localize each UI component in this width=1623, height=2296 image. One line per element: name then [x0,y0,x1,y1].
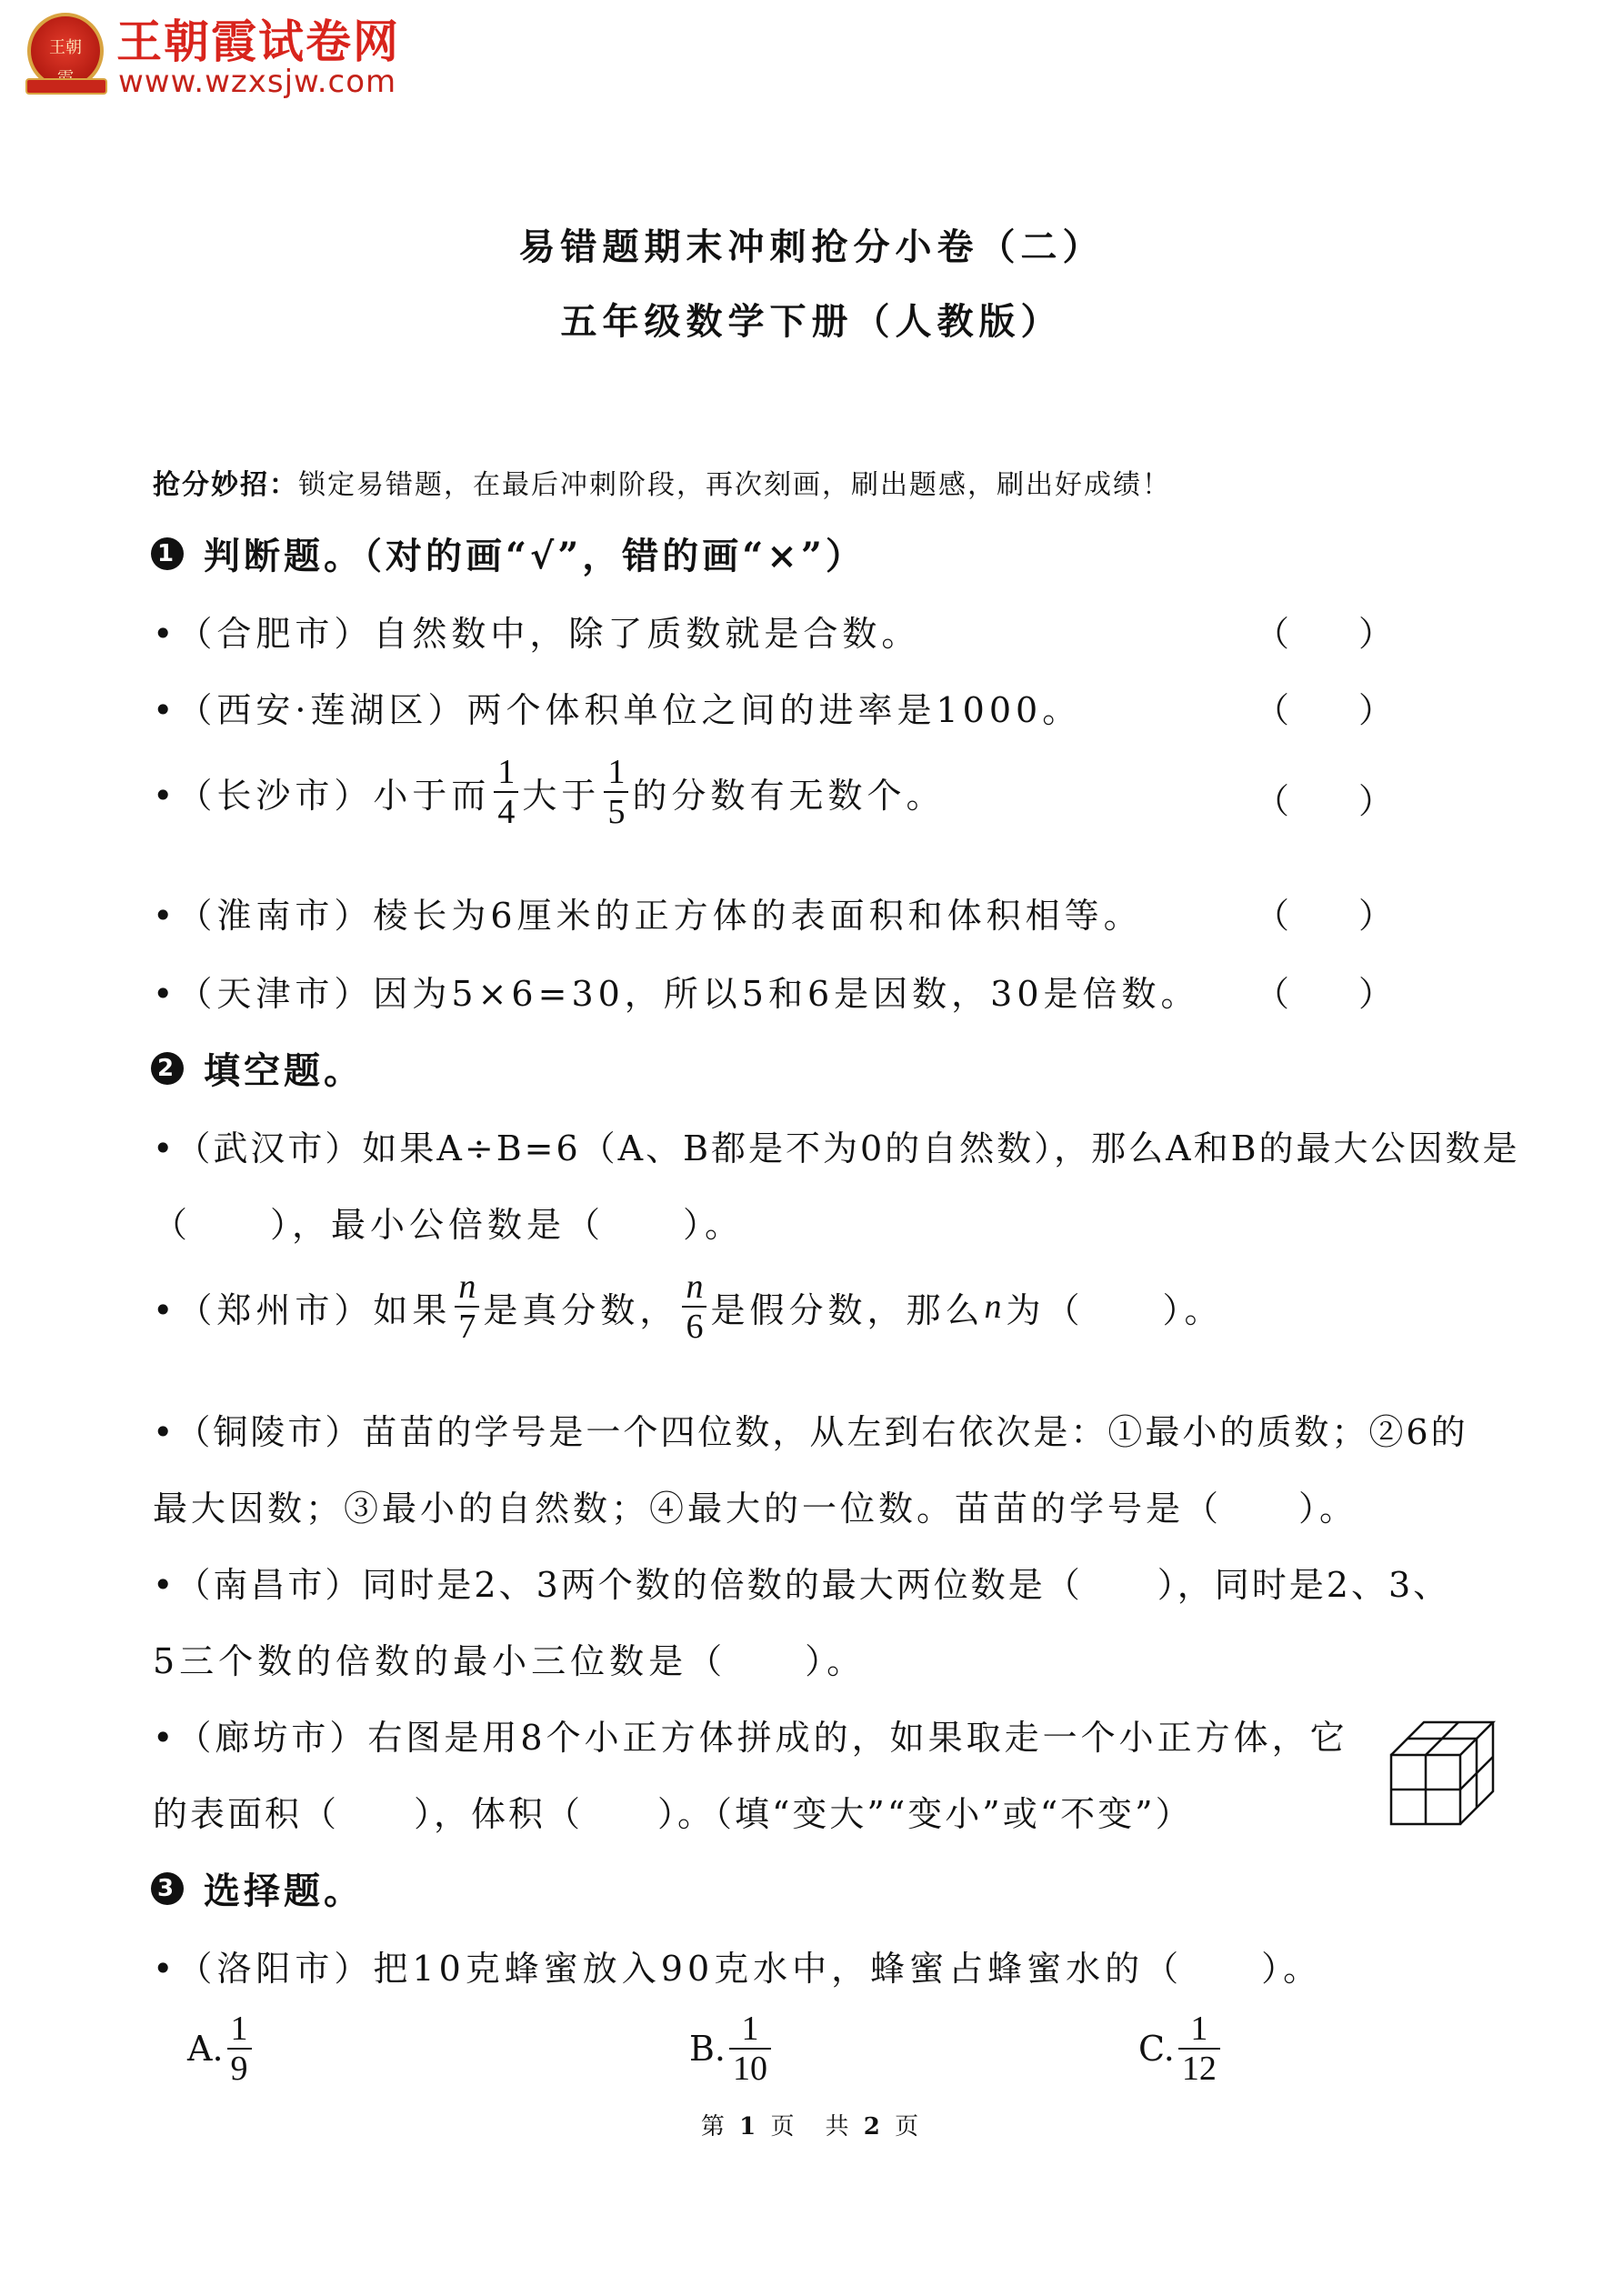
page-total: 2 [863,2113,884,2141]
section-title: 选择题。 [204,1870,364,1912]
fraction-denominator: 4 [494,791,518,831]
option-c[interactable] [1138,2010,1224,2088]
question-text: •（长沙市）小于而 [153,775,491,816]
section-title: 填空题。 [204,1049,364,1092]
fill-question-3-line-2: 最大因数；③最小的自然数；④最大的一位数。苗苗的学号是（ ）。 [153,1489,1358,1529]
fraction [455,1268,479,1346]
question-text: 是真分数， [483,1289,679,1330]
brand-url[interactable]: www.wzxsjw.com [118,64,397,100]
answer-blank[interactable]: （ ） [1255,614,1394,654]
fraction-denominator: 7 [455,1306,479,1346]
tip-text: 锁定易错题，在最后冲刺阶段，再次刻画，刷出题感，刷出好成绩！ [298,469,1171,501]
paper-title: 易错题期末冲刺抢分小卷（二） [518,226,1105,268]
fraction-numerator: 1 [230,2010,248,2048]
section-choice-heading [151,1862,364,1914]
option-a[interactable] [187,2010,255,2088]
section-number-badge: 2 [151,1052,184,1085]
footer-text: 页 [895,2113,923,2141]
fill-question-4-line-1: •（南昌市）同时是2、3两个数的倍数的最大两位数是（ ），同时是2、3、 [153,1565,1451,1605]
page-footer [0,2108,1623,2141]
fraction-denominator: 5 [604,791,628,831]
option-b[interactable] [689,2010,775,2088]
fraction [729,2010,771,2088]
section-number-badge: 3 [151,1872,184,1905]
fraction-numerator: 1 [741,2010,759,2048]
footer-text: 第 [700,2113,728,2141]
fill-question-2 [153,1268,1223,1346]
fraction-numerator: 1 [607,753,626,791]
judge-question-4: •（淮南市）棱长为6厘米的正方体的表面积和体积相等。 [153,896,1143,936]
fraction [494,753,518,831]
answer-blank[interactable]: （ ） [1255,690,1394,730]
fraction [682,1268,706,1346]
fraction-denominator: 6 [682,1306,706,1346]
answer-blank[interactable]: （ ） [1255,896,1394,936]
tip-line [153,462,1171,502]
brand-logo-ribbon [25,78,107,95]
option-label: A. [187,2029,224,2069]
fraction [1178,2010,1220,2088]
page-number: 1 [739,2113,760,2141]
judge-question-3 [153,753,945,831]
fraction [227,2010,252,2088]
fill-question-4-line-2: 5三个数的倍数的最小三位数是（ ）。 [153,1641,867,1681]
fraction [604,753,628,831]
option-label: B. [689,2029,726,2069]
cube-figure [1388,1719,1497,1828]
judge-question-5: •（天津市）因为5×6=30，所以5和6是因数，30是倍数。 [153,974,1200,1014]
judge-question-1: •（合肥市）自然数中，除了质数就是合数。 [153,614,921,654]
question-text: 的分数有无数个。 [632,775,946,816]
section-judge-heading [151,527,866,579]
section-fill-heading [151,1042,364,1094]
fraction-numerator: 1 [497,753,516,791]
fill-question-5-line-2: 的表面积（ ），体积（ ）。（填“变大”“变小”或“不变”） [153,1794,1193,1834]
fraction-numerator: n [686,1268,704,1306]
brand-seal-text: 王朝 [49,38,82,57]
answer-blank[interactable]: （ ） [1255,781,1394,821]
footer-text: 页 共 [770,2113,853,2141]
fill-question-5-line-1: •（廊坊市）右图是用8个小正方体拼成的，如果取走一个小正方体，它 [153,1718,1348,1758]
brand-name: 王朝霞试卷网 [116,15,400,68]
fill-question-1-line-1: •（武汉市）如果A÷B=6（A、B都是不为0的自然数），那么A和B的最大公因数是 [153,1128,1520,1168]
fraction-denominator: 12 [1178,2048,1220,2088]
tip-label: 抢分妙招： [153,469,298,501]
paper-subtitle: 五年级数学下册（人教版） [560,300,1063,343]
fraction-denominator: 9 [227,2048,252,2088]
fraction-numerator: n [458,1268,476,1306]
fraction-denominator: 10 [729,2048,771,2088]
section-number-badge: 1 [151,537,184,570]
fill-question-1-line-2: （ ），最小公倍数是（ ）。 [153,1205,745,1245]
question-text: •（郑州市）如果 [153,1289,452,1330]
variable-n: n [984,1288,1007,1326]
question-text: 是假分数，那么 [710,1289,985,1330]
question-text: 为（ ）。 [1006,1289,1224,1330]
fill-question-3-line-1: •（铜陵市）苗苗的学号是一个四位数，从左到右依次是：①最小的质数；②6的 [153,1412,1468,1452]
option-label: C. [1138,2029,1175,2069]
section-title: 判断题。（对的画“√”，错的画“×”） [204,535,866,577]
question-text: 大于 [522,775,601,816]
choice-question-1: •（洛阳市）把10克蜂蜜放入90克水中，蜂蜜占蜂蜜水的（ ）。 [153,1949,1323,1989]
answer-blank[interactable]: （ ） [1255,974,1394,1014]
fraction-numerator: 1 [1190,2010,1208,2048]
judge-question-2: •（西安·莲湖区）两个体积单位之间的进率是1000。 [153,690,1082,730]
